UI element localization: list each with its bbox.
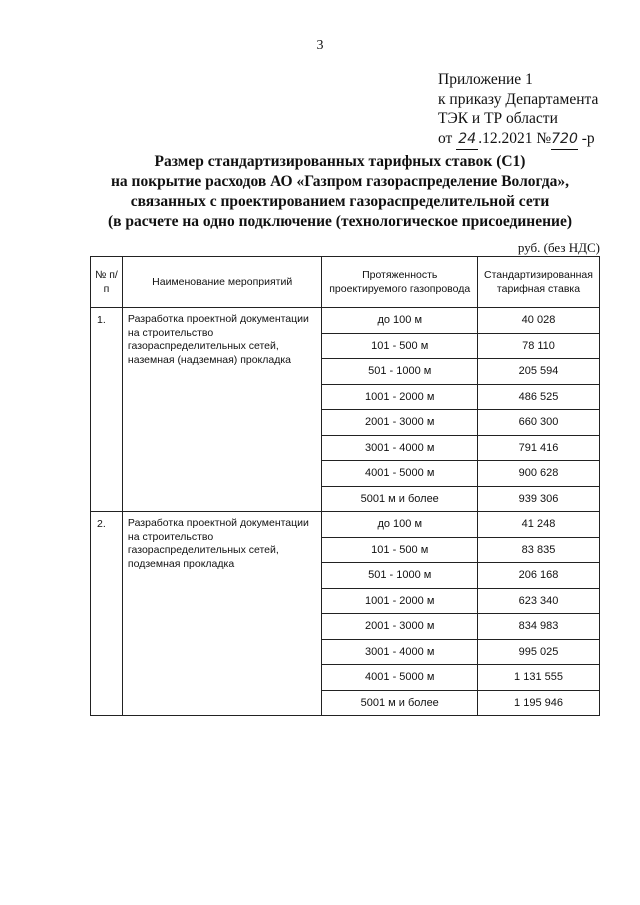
pipeline-length-cell: 2001 - 3000 м xyxy=(322,614,478,640)
row-number: 2. xyxy=(91,512,123,716)
pipeline-length-cell: 1001 - 2000 м xyxy=(322,384,478,410)
pipeline-length-cell: 5001 м и более xyxy=(322,486,478,512)
rate-value-cell: 660 300 xyxy=(478,410,600,436)
header-activity-name: Наименование мероприятий xyxy=(122,257,322,308)
pipeline-length-cell: 3001 - 4000 м xyxy=(322,639,478,665)
appendix-line-1: Приложение 1 xyxy=(438,71,533,88)
rate-value-cell: 834 983 xyxy=(478,614,600,640)
pipeline-length-cell: 501 - 1000 м xyxy=(322,359,478,385)
pipeline-length-cell: 3001 - 4000 м xyxy=(322,435,478,461)
tariff-rates-table xyxy=(90,256,600,716)
table-row xyxy=(91,308,600,334)
order-suffix: -р xyxy=(581,129,595,147)
pipeline-length-cell: 4001 - 5000 м xyxy=(322,461,478,487)
order-date-line xyxy=(438,129,633,151)
rate-value-cell: 1 195 946 xyxy=(478,690,600,716)
table-body xyxy=(91,308,600,716)
rate-value-cell: 939 306 xyxy=(478,486,600,512)
pipeline-length-cell: 1001 - 2000 м xyxy=(322,588,478,614)
document-title xyxy=(60,152,620,232)
rate-value-cell: 900 628 xyxy=(478,461,600,487)
rate-value-cell: 206 168 xyxy=(478,563,600,589)
pipeline-length-cell: 101 - 500 м xyxy=(322,333,478,359)
rate-value-cell: 41 248 xyxy=(478,512,600,538)
title-line-2: на покрытие расходов АО «Газпром газораспределение Вологда», xyxy=(110,173,570,190)
rate-value-cell: 486 525 xyxy=(478,384,600,410)
pipeline-length-cell: до 100 м xyxy=(322,512,478,538)
order-day-handwritten: 24 xyxy=(456,130,478,151)
rate-value-cell: 995 025 xyxy=(478,639,600,665)
header-number: № п/п xyxy=(91,257,123,308)
header-standard-rate: Стандартизированная тарифная ставка xyxy=(478,257,600,308)
pipeline-length-cell: 101 - 500 м xyxy=(322,537,478,563)
order-date-rest: .12.2021 № xyxy=(478,129,552,147)
activity-name: Разработка проектной документации на строительство газораспределительных сетей, подземная прокладка xyxy=(122,512,322,716)
table-header-row xyxy=(91,257,600,308)
appendix-line-3: ТЭК и ТР области xyxy=(438,110,558,127)
order-number-handwritten: 720 xyxy=(551,130,578,151)
pipeline-length-cell: 5001 м и более xyxy=(322,690,478,716)
header-pipeline-length: Протяженность проектируемого газопровода xyxy=(322,257,478,308)
title-line-3: связанных с проектированием газораспределительной сети xyxy=(130,193,550,210)
title-line-4: (в расчете на одно подключение (технологическое присоединение) xyxy=(108,213,572,230)
rate-value-cell: 623 340 xyxy=(478,588,600,614)
pipeline-length-cell: 4001 - 5000 м xyxy=(322,665,478,691)
pipeline-length-cell: 2001 - 3000 м xyxy=(322,410,478,436)
appendix-line-2: к приказу Департамента xyxy=(438,90,599,108)
appendix-block xyxy=(438,70,633,150)
rate-value-cell: 791 416 xyxy=(478,435,600,461)
title-line-1: Размер стандартизированных тарифных ставок (С1) xyxy=(154,153,526,170)
page-number: 3 xyxy=(316,38,324,53)
rate-value-cell: 205 594 xyxy=(478,359,600,385)
currency-units-note: руб. (без НДС) xyxy=(517,240,600,255)
order-prefix: от xyxy=(438,129,453,147)
rate-value-cell: 83 835 xyxy=(478,537,600,563)
rate-value-cell: 1 131 555 xyxy=(478,665,600,691)
table-row xyxy=(91,512,600,538)
pipeline-length-cell: до 100 м xyxy=(322,308,478,334)
rate-value-cell: 40 028 xyxy=(478,308,600,334)
row-number: 1. xyxy=(91,308,123,512)
pipeline-length-cell: 501 - 1000 м xyxy=(322,563,478,589)
rate-value-cell: 78 110 xyxy=(478,333,600,359)
activity-name: Разработка проектной документации на строительство газораспределительных сетей, наземная (надземная) прокладка xyxy=(122,308,322,512)
